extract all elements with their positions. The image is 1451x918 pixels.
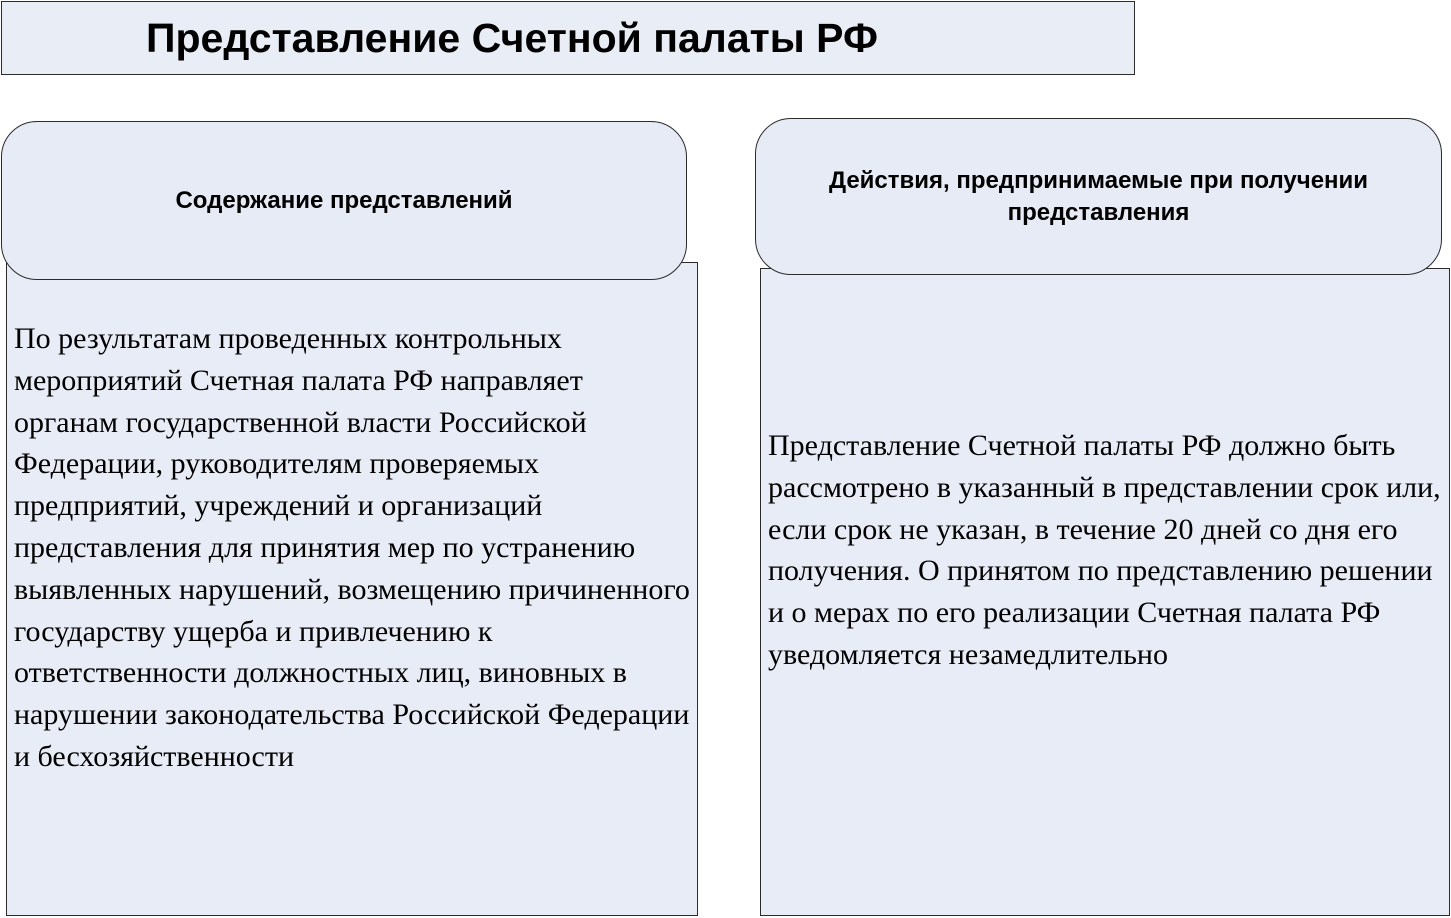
left-header-box bbox=[1, 121, 687, 280]
left-body-text: По результатам проведенных контрольных мероприятий Счетная палата РФ направляет органам государственной власти Российской Федерации, руководителям проверяемых предприятий, учреждений и организаций представления для принятия мер по устранению выявленных нарушений, возмещению причиненного государству ущерба и привлечению к ответственности должностных лиц, виновных в нарушении законодательства Российской Федерации и бесхозяйственности bbox=[14, 322, 690, 773]
right-header-label: Действия, предпринимаемые при получении представления bbox=[828, 166, 1369, 226]
title-banner bbox=[1, 1, 1135, 75]
right-header-box bbox=[755, 118, 1442, 275]
right-body-text: Представление Счетной палаты РФ должно быть рассмотрено в указанный в представлении срок или, если срок не указан, в течение 20 дней со дня его получения. О принятом по представлению решении и о мерах по его реализации Счетная палата РФ уведомляется незамедлительно bbox=[768, 429, 1441, 671]
left-header-label: Содержание представлений bbox=[175, 186, 513, 214]
page-title: Представление Счетной палаты РФ bbox=[146, 14, 878, 61]
